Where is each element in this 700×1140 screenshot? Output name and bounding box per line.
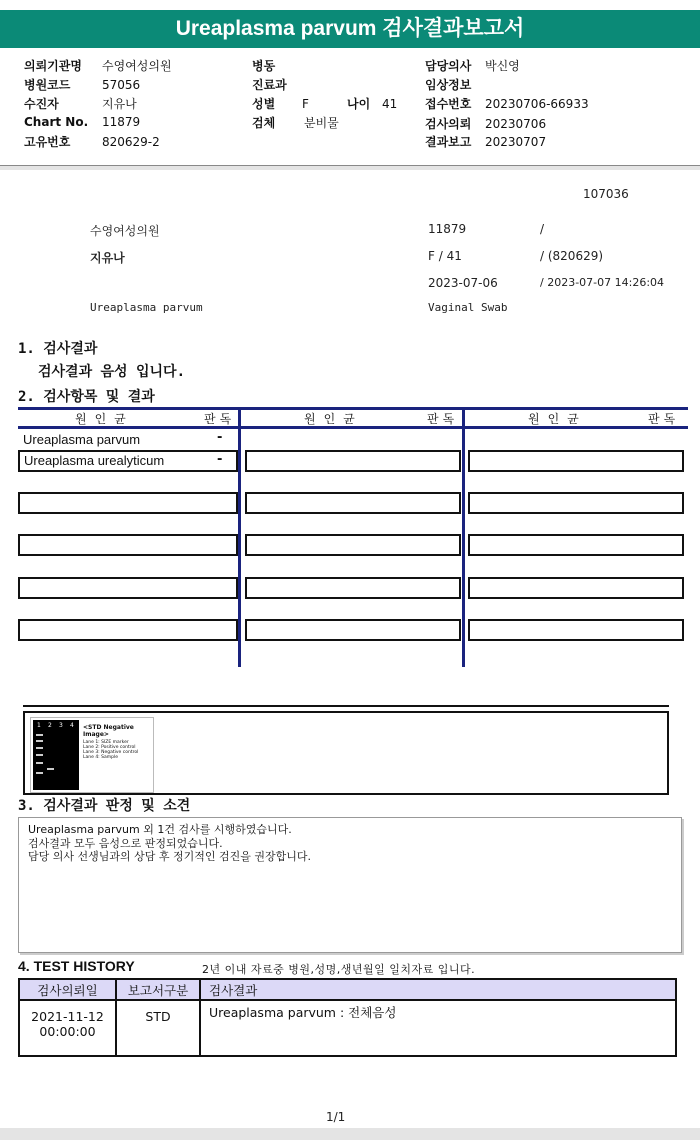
empty-cell xyxy=(245,450,461,472)
info-test-name: Ureaplasma parvum xyxy=(90,301,203,314)
empty-cell xyxy=(468,450,684,472)
history-header: 검사의뢰일 xyxy=(19,979,116,1000)
info-specimen: Vaginal Swab xyxy=(428,301,508,314)
divider-line xyxy=(23,705,669,707)
header-separator xyxy=(0,166,700,170)
report-title: Ureaplasma parvum 검사결과보고서 xyxy=(0,10,700,48)
info-slash: / xyxy=(540,222,545,236)
lane-number: 4 xyxy=(70,722,74,729)
gel-band xyxy=(36,772,43,774)
remark-box xyxy=(18,817,682,953)
sex-field: 성별 F xyxy=(252,97,309,111)
hospital-field: 의뢰기관명 수영여성의원 xyxy=(24,59,172,73)
patient-field: 수진자 지유나 xyxy=(24,97,137,111)
clinical-info-field: 임상정보 xyxy=(425,78,472,92)
table-row xyxy=(19,1000,676,1056)
section1-result: 검사결과 음성 입니다. xyxy=(38,364,186,380)
empty-cell xyxy=(245,619,461,641)
item-2-result: - xyxy=(217,452,223,467)
history-header: 검사결과 xyxy=(200,979,676,1000)
empty-cell xyxy=(18,577,238,599)
gel-legend-item: Lane 2: Positive control xyxy=(83,745,136,750)
col-judge-1: 판독 xyxy=(204,412,236,426)
section1-title: 1. 검사결과 xyxy=(18,341,98,357)
col-judge-2: 판독 xyxy=(427,412,459,426)
remark-line: Ureaplasma parvum 외 1건 검사를 시행하였습니다. xyxy=(28,823,292,836)
history-header: 보고서구분 xyxy=(116,979,200,1000)
item-2-cell xyxy=(18,450,238,472)
history-result: Ureaplasma parvum : 전체음성 xyxy=(200,1000,676,1056)
history-note: 2년 이내 자료중 병원,성명,생년월일 일치자료 입니다. xyxy=(202,963,476,976)
lane-number: 3 xyxy=(59,722,63,729)
item-1-result: - xyxy=(217,430,223,445)
hospital-code-field: 병원코드 57056 xyxy=(24,78,141,92)
empty-cell xyxy=(245,534,461,556)
empty-cell xyxy=(468,619,684,641)
gel-band xyxy=(36,740,43,742)
gel-band xyxy=(47,768,54,770)
receipt-no-field: 접수번호 20230706-66933 xyxy=(425,97,589,111)
grid-divider-2 xyxy=(462,407,465,667)
history-time: 00:00:00 xyxy=(39,1024,96,1039)
section2-title: 2. 검사항목 및 결과 xyxy=(18,389,155,405)
gel-title: <STD Negative Image> xyxy=(83,724,134,738)
gel-image-box xyxy=(23,711,669,795)
gel-photo xyxy=(33,720,79,790)
item-2-name: Ureaplasma urealyticum xyxy=(24,453,165,468)
info-hospital: 수영여성의원 xyxy=(90,224,160,238)
gel-legend-item: Lane 4: Sample xyxy=(83,755,118,760)
empty-cell xyxy=(18,492,238,514)
gel-band xyxy=(36,734,43,736)
unique-id-field: 고유번호 820629-2 xyxy=(24,135,160,149)
document-number: 107036 xyxy=(583,187,629,201)
department-field: 진료과 xyxy=(252,78,287,92)
gel-legend-item: Lane 1: SIZE marker xyxy=(83,740,129,745)
remark-line: 담당 의사 선생님과의 상담 후 정기적인 검진을 권장합니다. xyxy=(28,850,311,863)
gel-image xyxy=(30,717,154,793)
empty-cell xyxy=(468,534,684,556)
specimen-field: 검체 분비물 xyxy=(252,116,339,130)
gel-band xyxy=(36,762,43,764)
empty-cell xyxy=(245,492,461,514)
empty-cell xyxy=(18,619,238,641)
history-date: 2021-11-12 xyxy=(31,1009,104,1024)
header-info xyxy=(0,48,700,166)
lane-number: 2 xyxy=(48,722,52,729)
col-pathogen-1: 원인균 xyxy=(75,412,134,426)
empty-cell xyxy=(18,534,238,556)
gel-band xyxy=(36,747,43,749)
age-field: 나이 41 xyxy=(347,97,398,111)
history-table xyxy=(18,978,677,1057)
info-birth: / (820629) xyxy=(540,249,604,263)
empty-cell xyxy=(468,492,684,514)
col-judge-3: 판독 xyxy=(648,412,680,426)
col-pathogen-2: 원인균 xyxy=(304,412,363,426)
history-type: STD xyxy=(116,1000,200,1056)
col-pathogen-3: 원인균 xyxy=(528,412,587,426)
lane-number: 1 xyxy=(37,722,41,729)
grid-divider-1 xyxy=(238,407,241,667)
history-date-cell xyxy=(19,1000,116,1056)
info-sex-age: F / 41 xyxy=(428,249,462,263)
section3-title: 3. 검사결과 판정 및 소견 xyxy=(18,798,191,814)
ward-field: 병동 xyxy=(252,59,276,73)
footer-bar xyxy=(0,1128,700,1140)
item-1-name: Ureaplasma parvum xyxy=(23,432,141,447)
report-date-field: 결과보고 20230707 xyxy=(425,135,547,149)
gel-legend-item: Lane 3: Negative control xyxy=(83,750,139,755)
remark-line: 검사결과 모두 음성으로 판정되었습니다. xyxy=(28,836,223,850)
info-patient: 지유나 xyxy=(90,251,125,265)
section4-title: 4. TEST HISTORY xyxy=(18,958,135,974)
doctor-field: 담당의사 박신영 xyxy=(425,59,520,73)
info-request-date: 2023-07-06 xyxy=(428,276,498,290)
chart-no-field: Chart No. 11879 xyxy=(24,115,141,129)
info-chart: 11879 xyxy=(428,222,467,236)
request-date-field: 검사의뢰 20230706 xyxy=(425,117,547,131)
empty-cell xyxy=(245,577,461,599)
info-report-datetime: / 2023-07-07 14:26:04 xyxy=(540,276,665,289)
page-number: 1/1 xyxy=(326,1110,346,1124)
gel-band xyxy=(36,754,43,756)
empty-cell xyxy=(468,577,684,599)
